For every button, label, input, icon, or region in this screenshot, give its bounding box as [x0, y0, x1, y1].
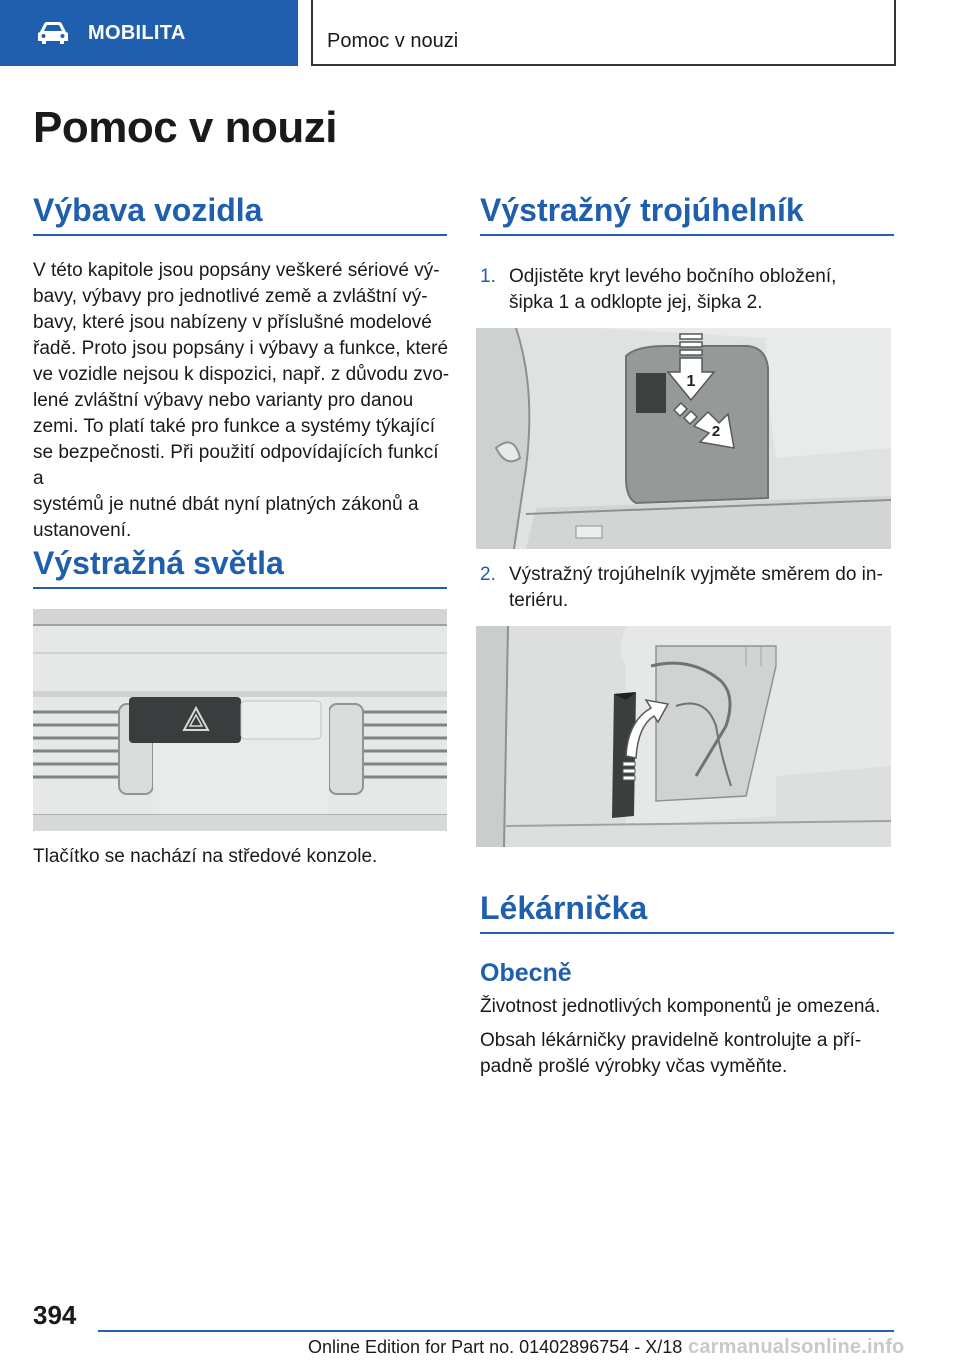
text-line: řadě. Proto jsou popsány i výbavy a funkce, které: [33, 338, 449, 359]
text-line: ustanovení.: [33, 520, 132, 541]
step-text: [509, 562, 889, 614]
text-line: zemi. To platí také pro funkce a systémy týkající: [33, 416, 435, 437]
section-title-vybava: Výbava vozidla: [33, 192, 263, 228]
subsection-title: Obecně: [480, 959, 572, 987]
text-line: ve vozidle nejsou k dispozici, např. z důvodu zvo‐: [33, 364, 450, 385]
vybava-paragraph: [33, 258, 453, 544]
footer-rule: [98, 1330, 894, 1332]
page-title: Pomoc v nouzi: [33, 103, 337, 152]
car-icon: [36, 21, 70, 45]
hazard-caption: Tlačítko se nachází na středové konzole.: [33, 846, 378, 867]
text-line: Odjistěte kryt levého bočního obložení,: [509, 266, 837, 287]
section-rule: [33, 587, 447, 589]
chapter-label: Pomoc v nouzi: [327, 30, 459, 52]
lekarnicka-paragraph-2: [480, 1028, 900, 1080]
triangle-removal-image: [476, 626, 891, 847]
lekarnicka-paragraph-1: Životnost jednotlivých komponentů je omezená.: [480, 996, 881, 1017]
text-line: bavy, které jsou nabízeny v příslušné modelové: [33, 312, 432, 333]
text-line: V této kapitole jsou popsány veškeré sériové vý‐: [33, 260, 440, 281]
text-line: Výstražný trojúhelník vyjměte směrem do in‐: [509, 564, 883, 585]
step-text: [509, 264, 889, 316]
step-number: 1.: [480, 266, 496, 287]
arrow-label: 2: [711, 423, 721, 440]
section-tab[interactable]: [0, 0, 298, 66]
section-rule: [480, 932, 894, 934]
text-line: padně prošlé výrobky včas vyměňte.: [480, 1056, 788, 1077]
page-number: 394: [33, 1300, 77, 1330]
text-line: se bezpečnosti. Při použití odpovídajících funkcí a: [33, 442, 439, 489]
text-line: Obsah lékárničky pravidelně kontrolujte a pří‐: [480, 1030, 862, 1051]
section-title-lekarnicka: Lékárnička: [480, 890, 648, 926]
arrow-label: 1: [686, 373, 696, 390]
section-rule: [33, 234, 447, 236]
step-item: [480, 264, 894, 316]
side-panel-cover-image: [476, 328, 891, 549]
chapter-header: [311, 0, 896, 66]
text-line: systémů je nutné dbát nyní platných zákonů a: [33, 494, 419, 515]
section-label: MOBILITA: [88, 21, 186, 44]
text-line: lené zvláštní výbavy nebo varianty pro danou: [33, 390, 414, 411]
text-line: bavy, výbavy pro jednotlivé země a zvláštní vý‐: [33, 286, 428, 307]
edition-text: Online Edition for Part no. 01402896754 - X/18: [308, 1337, 683, 1357]
step-item: [480, 562, 894, 614]
text-line: šipka 1 a odklopte jej, šipka 2.: [509, 292, 763, 313]
step-number: 2.: [480, 564, 496, 585]
section-title-trojuhelnik: Výstražný trojúhelník: [480, 192, 804, 228]
hazard-button-image: [33, 609, 447, 831]
text-line: teriéru.: [509, 590, 569, 611]
section-rule: [480, 234, 894, 236]
section-title-svetla: Výstražná světla: [33, 545, 284, 581]
watermark: carmanualsonline.info: [688, 1336, 905, 1358]
